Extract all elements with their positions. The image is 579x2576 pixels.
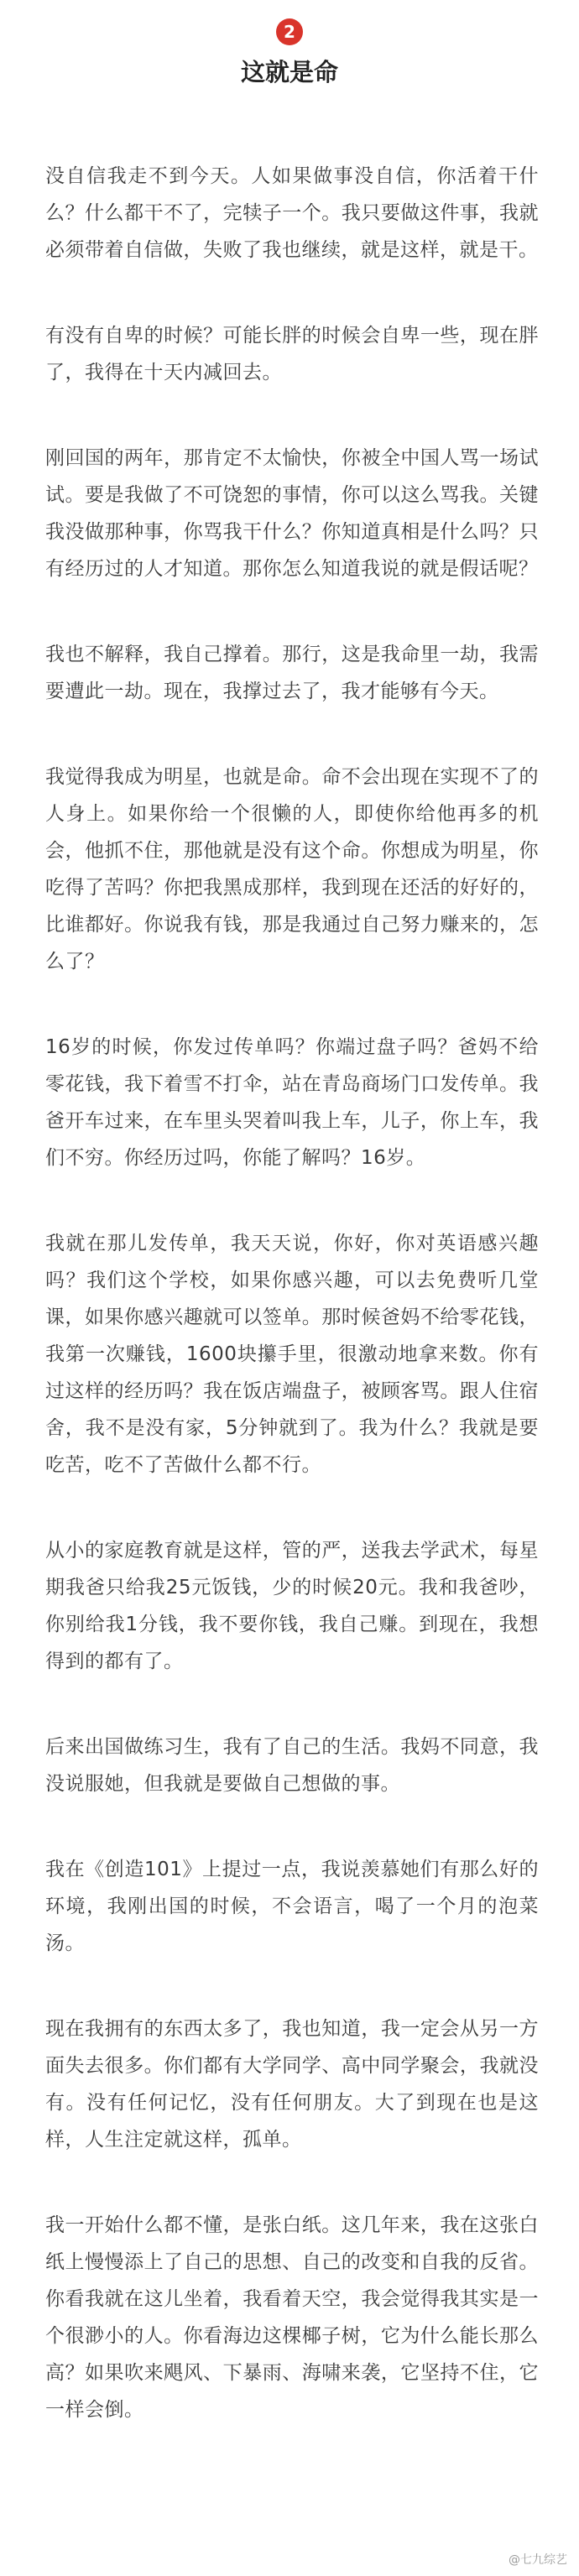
paragraph: 我也不解释，我自己撑着。那行，这是我命里一劫，我需要遭此一劫。现在，我撑过去了，我才能够有今天。 [45,644,539,702]
paragraph: 我就在那儿发传单，我天天说，你好，你对英语感兴趣吗？我们这个学校，如果你感兴趣，可以去免费听几堂课，如果你感兴趣就可以签单。那时候爸妈不给零花钱，我第一次赚钱，1600块攥手里，很激动地拿来数。你有过这样的经历吗？我在饭店端盘子，被顾客骂。跟人住宿舍，我不是没有家，5分钟就到了。我为什么？我就是要吃苦，吃不了苦做什么都不行。 [45,1233,539,1476]
section-number-badge: 2 [276,18,303,45]
article-title: 这就是命 [240,58,338,86]
paragraph: 16岁的时候，你发过传单吗？你端过盘子吗？爸妈不给零花钱，我下着雪不打伞，站在青岛商场门口发传单。我爸开车过来，在车里头哭着叫我上车，儿子，你上车，我们不穷。你经历过吗，你能了解吗？16岁。 [45,1036,539,1169]
paragraph: 刚回国的两年，那肯定不太愉快，你被全中国人骂一场试试。要是我做了不可饶恕的事情，你可以这么骂我。关键我没做那种事，你骂我干什么？你知道真相是什么吗？只有经历过的人才知道。那你怎么知道我说的就是假话呢？ [45,447,539,580]
paragraph: 我一开始什么都不懂，是张白纸。这几年来，我在这张白纸上慢慢添上了自己的思想、自己的改变和自我的反省。你看我就在这儿坐着，我看着天空，我会觉得我其实是一个很渺小的人。你看海边这棵椰子树，它为什么能长那么高？如果吹来飓风、下暴雨、海啸来袭，它坚持不住，它一样会倒。 [45,2214,539,2421]
paragraph: 我觉得我成为明星，也就是命。命不会出现在实现不了的人身上。如果你给一个很懒的人，即使你给他再多的机会，他抓不住，那他就是没有这个命。你想成为明星，你吃得了苦吗？你把我黑成那样，我到现在还活的好好的，比谁都好。你说我有钱，那是我通过自己努力赚来的，怎么了？ [45,766,539,973]
paragraph: 从小的家庭教育就是这样，管的严，送我去学武术，每星期我爸只给我25元饭钱，少的时候20元。我和我爸吵，你别给我1分钱，我不要你钱，我自己赚。到现在，我想得到的都有了。 [45,1540,539,1672]
paragraph: 现在我拥有的东西太多了，我也知道，我一定会从另一方面失去很多。你们都有大学同学、高中同学聚会，我就没有。没有任何记忆，没有任何朋友。大了到现在也是这样，人生注定就这样，孤单。 [45,2018,539,2151]
article-body [45,158,539,2477]
paragraph: 后来出国做练习生，我有了自己的生活。我妈不同意，我没说服她，但我就是要做自己想做的事。 [45,1736,539,1795]
paragraph: 没自信我走不到今天。人如果做事没自信，你活着干什么？什么都干不了，完犊子一个。我只要做这件事，我就必须带着自信做，失败了我也继续，就是这样，就是干。 [45,165,539,261]
paragraph: 我在《创造101》上提过一点，我说羡慕她们有那么好的环境，我刚出国的时候，不会语言，喝了一个月的泡菜汤。 [45,1859,539,1954]
paragraph: 有没有自卑的时候？可能长胖的时候会自卑一些，现在胖了，我得在十天内减回去。 [45,325,539,383]
weibo-watermark: @七九综艺 [509,2553,567,2567]
